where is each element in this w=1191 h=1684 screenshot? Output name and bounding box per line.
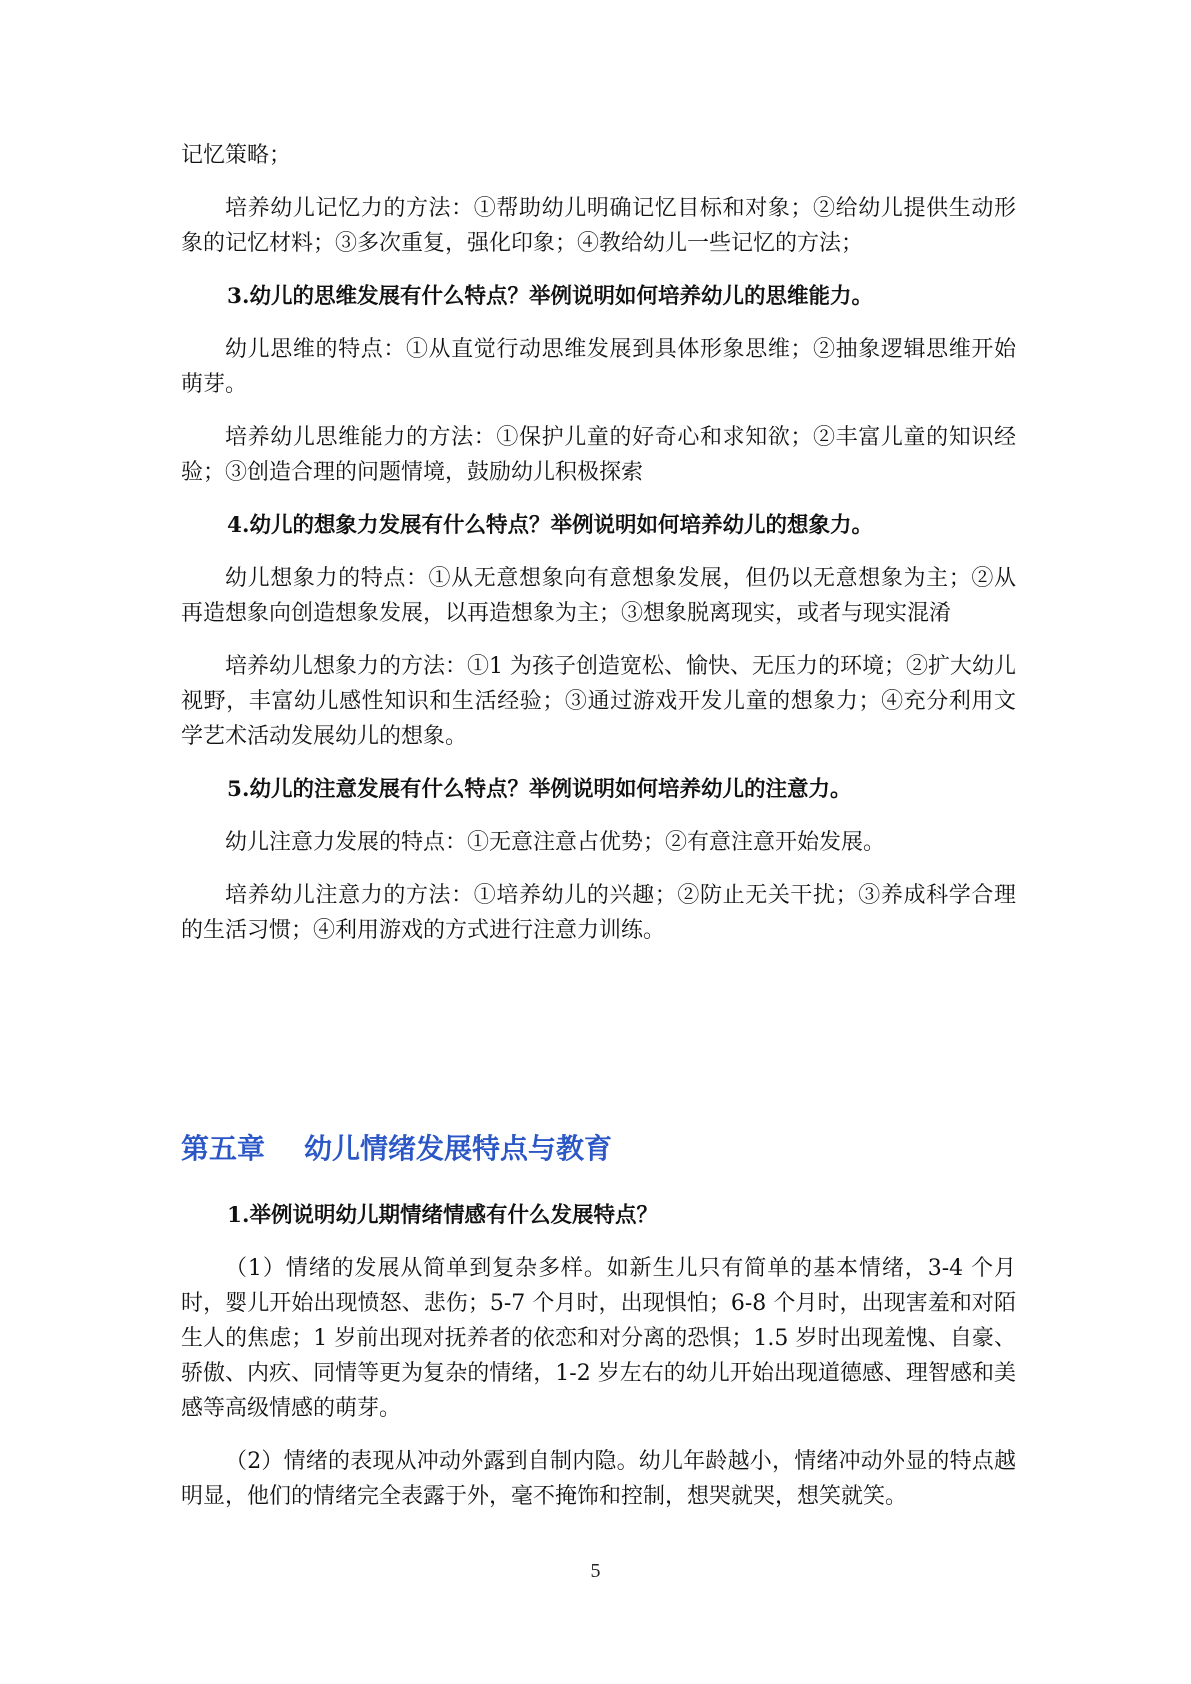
chapter-heading: 第五章 幼儿情绪发展特点与教育 [181,1132,612,1165]
paragraph-attention-features: 幼儿注意力发展的特点：①无意注意占优势；②有意注意开始发展。 [225,830,886,855]
paragraph-memory-methods: 培养幼儿记忆力的方法：①帮助幼儿明确记忆目标和对象；②给幼儿提供生动形象的记忆材料；③多次重复，强化印象；④教给幼儿一些记忆的方法； [181,196,1016,256]
question-thinking: 3.幼儿的思维发展有什么特点？举例说明如何培养幼儿的思维能力。 [227,284,873,309]
paragraph-imagination-methods: 培养幼儿想象力的方法：①1 为孩子创造宽松、愉快、无压力的环境；②扩大幼儿视野，丰富幼儿感性知识和生活经验；③通过游戏开发儿童的想象力；④充分利用文学艺术活动发展幼儿的想象。 [181,654,1016,749]
document-body-top [181,138,1016,966]
paragraph-thinking-features: 幼儿思维的特点：①从直觉行动思维发展到具体形象思维；②抽象逻辑思维开始萌芽。 [181,337,1016,397]
paragraph-thinking-methods: 培养幼儿思维能力的方法：①保护儿童的好奇心和求知欲；②丰富儿童的知识经验；③创造合理的问题情境，鼓励幼儿积极探索 [181,425,1016,485]
paragraph-emotion-expression: （2）情绪的表现从冲动外露到自制内隐。幼儿年龄越小，情绪冲动外显的特点越明显，他们的情绪完全表露于外，毫不掩饰和控制，想哭就哭，想笑就笑。 [181,1449,1016,1509]
question-attention: 5.幼儿的注意发展有什么特点？举例说明如何培养幼儿的注意力。 [227,777,852,802]
question-imagination: 4.幼儿的想象力发展有什么特点？举例说明如何培养幼儿的想象力。 [227,513,873,538]
paragraph-imagination-features: 幼儿想象力的特点：①从无意想象向有意想象发展，但仍以无意想象为主；②从再造想象向创造想象发展，以再造想象为主；③想象脱离现实，或者与现实混淆 [181,566,1016,626]
question-emotion: 1.举例说明幼儿期情绪情感有什么发展特点？ [227,1203,658,1228]
page-number: 5 [590,1560,601,1582]
paragraph-memory-strategy: 记忆策略； [181,143,292,168]
paragraph-emotion-complexity: （1）情绪的发展从简单到复杂多样。如新生儿只有简单的基本情绪，3-4 个月时，婴儿开始出现愤怒、悲伤；5-7 个月时，出现惧怕；6-8 个月时，出现害羞和对陌生人的焦虑；1 岁前出现对抚养者的依恋和对分离的恐惧；1.5 岁时出现羞愧、自豪、骄傲、内疚、同情等更为复杂的情绪，1-2 岁左右的幼儿开始出现道德感、理智感和美感等高级情感的萌芽。 [181,1256,1016,1421]
document-body-chapter [181,1198,1016,1532]
paragraph-attention-methods: 培养幼儿注意力的方法：①培养幼儿的兴趣；②防止无关干扰；③养成科学合理的生活习惯；④利用游戏的方式进行注意力训练。 [181,883,1016,943]
